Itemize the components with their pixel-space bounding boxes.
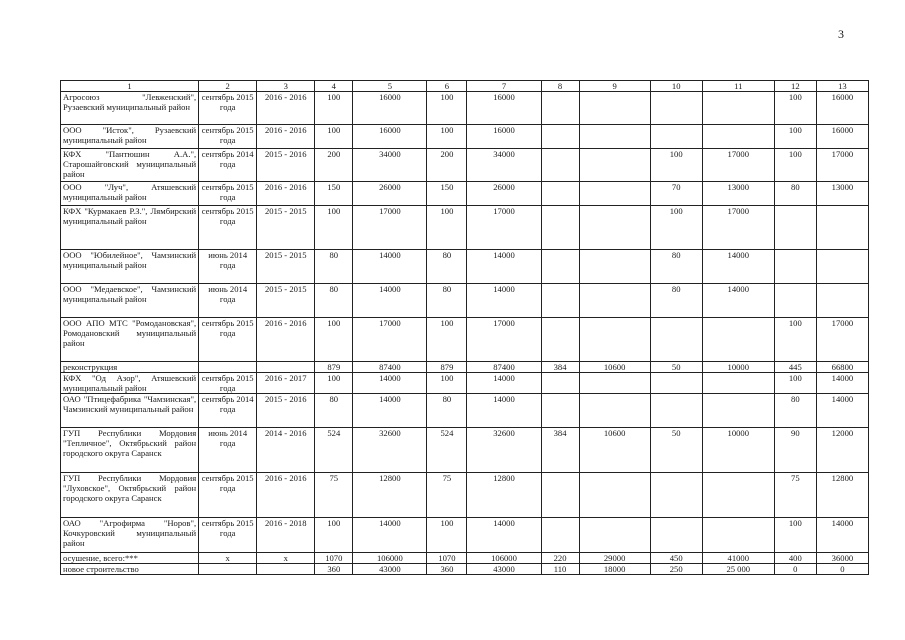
data-table	[60, 80, 869, 575]
value-cell	[541, 394, 579, 428]
value-cell	[650, 125, 702, 149]
value-cell: 13000	[702, 182, 774, 206]
value-cell	[774, 250, 816, 284]
period-cell: 2015 - 2015	[257, 206, 315, 250]
value-cell	[702, 518, 774, 553]
table-row	[61, 518, 869, 553]
value-cell: 100	[315, 318, 353, 362]
period-cell: 2016 - 2016	[257, 92, 315, 125]
value-cell	[774, 206, 816, 250]
value-cell: 100	[774, 318, 816, 362]
value-cell: 100	[315, 92, 353, 125]
value-cell: 32600	[353, 428, 427, 473]
value-cell	[541, 373, 579, 394]
value-cell: 14000	[816, 518, 868, 553]
value-cell: 100	[427, 518, 467, 553]
value-cell: 66800	[816, 362, 868, 373]
value-cell: 17000	[467, 206, 541, 250]
value-cell: 26000	[467, 182, 541, 206]
table-row	[61, 206, 869, 250]
value-cell	[650, 518, 702, 553]
period-cell: 2015 - 2016	[257, 394, 315, 428]
table-row	[61, 564, 869, 575]
header-row	[61, 81, 869, 92]
value-cell: 75	[774, 473, 816, 518]
date-cell: июнь 2014 года	[199, 428, 257, 473]
value-cell: 150	[427, 182, 467, 206]
value-cell: 100	[315, 125, 353, 149]
value-cell: 14000	[467, 250, 541, 284]
table-row	[61, 428, 869, 473]
value-cell: 1070	[315, 553, 353, 564]
table-row	[61, 394, 869, 428]
value-cell: 0	[816, 564, 868, 575]
page-number: 3	[838, 27, 844, 41]
table-row	[61, 149, 869, 182]
table-row	[61, 318, 869, 362]
table-row	[61, 92, 869, 125]
date-cell: июнь 2014 года	[199, 284, 257, 318]
date-cell: сентябрь 2015 года	[199, 473, 257, 518]
organization-cell: Агросоюз "Левженский", Рузаевский муниципальный район	[61, 92, 199, 125]
organization-cell: КФХ "Курмакаев Р.З.", Лямбирский муниципальный район	[61, 206, 199, 250]
value-cell	[579, 518, 650, 553]
value-cell: 100	[774, 125, 816, 149]
table-row	[61, 362, 869, 373]
value-cell: 879	[427, 362, 467, 373]
value-cell: 26000	[353, 182, 427, 206]
value-cell: 400	[774, 553, 816, 564]
organization-cell: ООО "Юбилейное", Чамзинский муниципальный район	[61, 250, 199, 284]
value-cell: 80	[427, 394, 467, 428]
table-row	[61, 182, 869, 206]
value-cell	[541, 182, 579, 206]
value-cell: 14000	[816, 373, 868, 394]
value-cell: 17000	[816, 149, 868, 182]
value-cell: 14000	[816, 394, 868, 428]
table-row	[61, 553, 869, 564]
organization-cell: ООО "Медаевское", Чамзинский муниципальный район	[61, 284, 199, 318]
value-cell: 50	[650, 362, 702, 373]
value-cell: 75	[315, 473, 353, 518]
value-cell: 14000	[702, 250, 774, 284]
value-cell: 14000	[467, 373, 541, 394]
date-cell: сентябрь 2015 года	[199, 318, 257, 362]
value-cell: 0	[774, 564, 816, 575]
period-cell: 2015 - 2016	[257, 149, 315, 182]
period-cell: 2015 - 2015	[257, 284, 315, 318]
value-cell: 10000	[702, 362, 774, 373]
value-cell	[774, 284, 816, 318]
value-cell	[541, 284, 579, 318]
value-cell: 106000	[353, 553, 427, 564]
value-cell: 100	[315, 518, 353, 553]
value-cell: 75	[427, 473, 467, 518]
value-cell: 524	[315, 428, 353, 473]
value-cell	[541, 125, 579, 149]
value-cell: 10000	[702, 428, 774, 473]
table-row	[61, 473, 869, 518]
header-cell: 13	[816, 81, 868, 92]
value-cell	[541, 318, 579, 362]
date-cell: июнь 2014 года	[199, 250, 257, 284]
value-cell: 150	[315, 182, 353, 206]
period-cell	[257, 564, 315, 575]
value-cell: 14000	[467, 518, 541, 553]
organization-cell: ООО АПО МТС "Ромодановская", Ромодановский муниципальный район	[61, 318, 199, 362]
value-cell	[579, 149, 650, 182]
value-cell: 16000	[353, 92, 427, 125]
value-cell: 43000	[467, 564, 541, 575]
period-cell: 2016 - 2017	[257, 373, 315, 394]
period-cell: 2015 - 2015	[257, 250, 315, 284]
header-cell: 11	[702, 81, 774, 92]
period-cell: x	[257, 553, 315, 564]
value-cell: 14000	[467, 394, 541, 428]
organization-cell: новое строительство	[61, 564, 199, 575]
date-cell: сентябрь 2014 года	[199, 394, 257, 428]
table-body	[61, 81, 869, 575]
value-cell: 70	[650, 182, 702, 206]
table-row	[61, 373, 869, 394]
value-cell	[541, 518, 579, 553]
value-cell: 80	[315, 250, 353, 284]
date-cell	[199, 564, 257, 575]
organization-cell: КФХ "Од Азор", Атяшевский муниципальный район	[61, 373, 199, 394]
header-cell: 4	[315, 81, 353, 92]
value-cell	[541, 206, 579, 250]
period-cell: 2016 - 2016	[257, 182, 315, 206]
organization-cell: осушение, всего:***	[61, 553, 199, 564]
value-cell	[816, 284, 868, 318]
value-cell: 90	[774, 428, 816, 473]
date-cell: сентябрь 2015 года	[199, 182, 257, 206]
header-cell: 1	[61, 81, 199, 92]
value-cell: 80	[315, 394, 353, 428]
value-cell: 32600	[467, 428, 541, 473]
value-cell	[579, 206, 650, 250]
header-cell: 5	[353, 81, 427, 92]
value-cell: 80	[650, 250, 702, 284]
organization-cell: ОАО "Птицефабрика "Чамзинская", Чамзинский муниципальный район	[61, 394, 199, 428]
value-cell: 200	[315, 149, 353, 182]
value-cell: 17000	[702, 206, 774, 250]
value-cell	[702, 394, 774, 428]
period-cell: 2016 - 2016	[257, 125, 315, 149]
header-cell: 9	[579, 81, 650, 92]
value-cell	[702, 373, 774, 394]
table-row	[61, 250, 869, 284]
table-row	[61, 284, 869, 318]
value-cell: 17000	[467, 318, 541, 362]
date-cell: сентябрь 2015 года	[199, 373, 257, 394]
period-cell: 2016 - 2016	[257, 318, 315, 362]
value-cell	[541, 149, 579, 182]
value-cell: 445	[774, 362, 816, 373]
value-cell: 16000	[816, 125, 868, 149]
value-cell: 100	[774, 373, 816, 394]
value-cell	[579, 473, 650, 518]
value-cell: 80	[774, 394, 816, 428]
value-cell	[579, 125, 650, 149]
value-cell: 87400	[353, 362, 427, 373]
value-cell: 36000	[816, 553, 868, 564]
header-cell: 7	[467, 81, 541, 92]
date-cell: сентябрь 2015 года	[199, 92, 257, 125]
value-cell	[650, 473, 702, 518]
value-cell: 384	[541, 362, 579, 373]
value-cell	[541, 250, 579, 284]
value-cell: 12800	[467, 473, 541, 518]
value-cell: 16000	[816, 92, 868, 125]
value-cell: 25 000	[702, 564, 774, 575]
value-cell: 13000	[816, 182, 868, 206]
date-cell: сентябрь 2015 года	[199, 518, 257, 553]
value-cell	[702, 473, 774, 518]
period-cell: 2016 - 2018	[257, 518, 315, 553]
value-cell: 524	[427, 428, 467, 473]
value-cell	[702, 92, 774, 125]
value-cell: 100	[315, 206, 353, 250]
value-cell	[579, 394, 650, 428]
value-cell: 384	[541, 428, 579, 473]
date-cell: x	[199, 553, 257, 564]
value-cell: 110	[541, 564, 579, 575]
value-cell: 34000	[353, 149, 427, 182]
date-cell: сентябрь 2015 года	[199, 125, 257, 149]
value-cell	[541, 473, 579, 518]
value-cell	[816, 250, 868, 284]
period-cell: 2016 - 2016	[257, 473, 315, 518]
value-cell: 14000	[353, 518, 427, 553]
value-cell: 100	[427, 125, 467, 149]
value-cell: 80	[427, 250, 467, 284]
value-cell: 450	[650, 553, 702, 564]
organization-cell: реконструкция	[61, 362, 199, 373]
value-cell: 16000	[467, 92, 541, 125]
value-cell: 100	[427, 373, 467, 394]
value-cell: 220	[541, 553, 579, 564]
organization-cell: ГУП Республики Мордовия "Тепличное", Октябрьский район городского округа Саранск	[61, 428, 199, 473]
value-cell: 80	[315, 284, 353, 318]
value-cell: 1070	[427, 553, 467, 564]
value-cell: 12000	[816, 428, 868, 473]
value-cell: 100	[650, 149, 702, 182]
value-cell: 18000	[579, 564, 650, 575]
header-cell: 6	[427, 81, 467, 92]
value-cell: 87400	[467, 362, 541, 373]
value-cell: 80	[427, 284, 467, 318]
value-cell: 360	[315, 564, 353, 575]
organization-cell: ООО "Луч", Атяшевский муниципальный район	[61, 182, 199, 206]
value-cell: 100	[774, 92, 816, 125]
period-cell	[257, 362, 315, 373]
value-cell: 200	[427, 149, 467, 182]
value-cell: 14000	[353, 394, 427, 428]
value-cell: 14000	[353, 284, 427, 318]
organization-cell: ООО "Исток", Рузаевский муниципальный район	[61, 125, 199, 149]
value-cell	[579, 318, 650, 362]
value-cell: 50	[650, 428, 702, 473]
value-cell	[579, 373, 650, 394]
value-cell: 17000	[702, 149, 774, 182]
value-cell: 34000	[467, 149, 541, 182]
value-cell	[579, 250, 650, 284]
organization-cell: КФХ "Пантюшин А.А.", Старошайговский муниципальный район	[61, 149, 199, 182]
value-cell: 14000	[353, 250, 427, 284]
header-cell: 3	[257, 81, 315, 92]
value-cell: 16000	[467, 125, 541, 149]
value-cell: 14000	[353, 373, 427, 394]
date-cell: сентябрь 2014 года	[199, 149, 257, 182]
value-cell: 14000	[702, 284, 774, 318]
header-cell: 10	[650, 81, 702, 92]
value-cell: 14000	[467, 284, 541, 318]
value-cell: 41000	[702, 553, 774, 564]
value-cell	[579, 92, 650, 125]
header-cell: 12	[774, 81, 816, 92]
value-cell: 879	[315, 362, 353, 373]
value-cell: 16000	[353, 125, 427, 149]
organization-cell: ГУП Республики Мордовия "Луховское", Октябрьский район городского округа Саранск	[61, 473, 199, 518]
header-cell: 2	[199, 81, 257, 92]
date-cell: сентябрь 2015 года	[199, 206, 257, 250]
value-cell	[650, 318, 702, 362]
value-cell	[579, 182, 650, 206]
value-cell	[816, 206, 868, 250]
value-cell: 29000	[579, 553, 650, 564]
value-cell: 106000	[467, 553, 541, 564]
value-cell: 17000	[816, 318, 868, 362]
value-cell: 80	[774, 182, 816, 206]
value-cell: 360	[427, 564, 467, 575]
value-cell	[650, 394, 702, 428]
value-cell	[702, 318, 774, 362]
value-cell: 100	[315, 373, 353, 394]
value-cell: 17000	[353, 318, 427, 362]
header-cell: 8	[541, 81, 579, 92]
value-cell: 10600	[579, 428, 650, 473]
value-cell	[541, 92, 579, 125]
value-cell: 80	[650, 284, 702, 318]
value-cell: 100	[427, 92, 467, 125]
value-cell: 100	[774, 149, 816, 182]
value-cell	[650, 373, 702, 394]
value-cell: 12800	[816, 473, 868, 518]
value-cell: 10600	[579, 362, 650, 373]
value-cell	[650, 92, 702, 125]
value-cell: 250	[650, 564, 702, 575]
value-cell	[579, 284, 650, 318]
value-cell: 17000	[353, 206, 427, 250]
value-cell	[702, 125, 774, 149]
value-cell: 43000	[353, 564, 427, 575]
value-cell: 100	[427, 318, 467, 362]
table-row	[61, 125, 869, 149]
period-cell: 2014 - 2016	[257, 428, 315, 473]
value-cell: 100	[427, 206, 467, 250]
value-cell: 12800	[353, 473, 427, 518]
value-cell: 100	[774, 518, 816, 553]
organization-cell: ОАО "Агрофирма "Норов", Кочкуровский муниципальный район	[61, 518, 199, 553]
date-cell	[199, 362, 257, 373]
value-cell: 100	[650, 206, 702, 250]
